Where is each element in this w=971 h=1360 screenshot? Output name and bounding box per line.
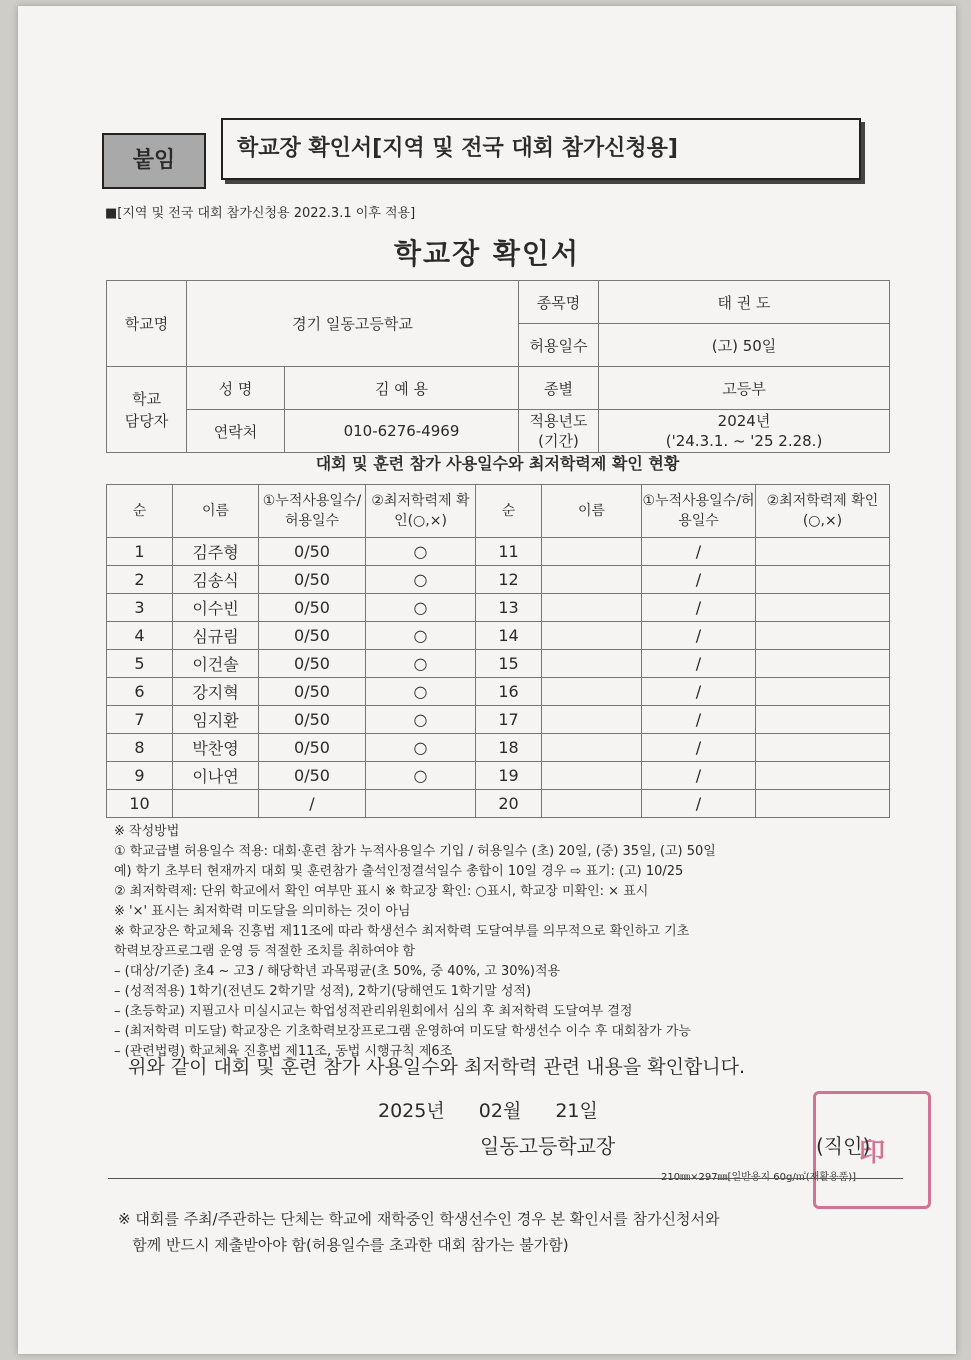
roster-cell-days: / — [642, 622, 756, 650]
roster-cell-days: 0/50 — [259, 538, 366, 566]
allowed-days-label: 허용일수 — [519, 324, 599, 367]
roster-cell-days: / — [642, 790, 756, 818]
roster-cell-name — [542, 566, 642, 594]
paper-spec: 210㎜×297㎜[일반용지 60g/㎡(재활용품)] — [661, 1172, 857, 1183]
contact-value: 010-6276-4969 — [285, 410, 519, 453]
roster-cell-days: 0/50 — [259, 706, 366, 734]
roster-cell-name — [542, 538, 642, 566]
roster-cell-days: / — [642, 678, 756, 706]
application-note: ■[지역 및 전국 대회 참가신청용 2022.3.1 이후 적용] — [105, 206, 416, 221]
roster-cell-check: ○ — [366, 566, 476, 594]
roster-cell-no: 16 — [476, 678, 542, 706]
roster-cell-name — [542, 594, 642, 622]
roster-cell-name: 이수빈 — [173, 594, 259, 622]
roster-cell-no: 9 — [107, 762, 173, 790]
sport-value: 태 권 도 — [599, 281, 890, 324]
note-line: – (최저학력 미도달) 학교장은 기초학력보장프로그램 운영하여 미도달 학생선수 이수 후 대회참가 가능 — [114, 1024, 691, 1039]
roster-cell-name: 박찬영 — [173, 734, 259, 762]
roster-cell-name: 김주형 — [173, 538, 259, 566]
footer-line: ※ 대회를 주최/주관하는 단체는 학교에 재학중인 학생선수인 경우 본 확인서를 참가신청서와 — [118, 1210, 720, 1228]
roster-cell-check — [756, 678, 890, 706]
division-label: 종별 — [519, 367, 599, 410]
issue-date — [378, 1096, 626, 1123]
roster-cell-days: 0/50 — [259, 622, 366, 650]
table-row — [107, 622, 890, 650]
header-no: 순 — [476, 485, 542, 538]
roster-cell-no: 19 — [476, 762, 542, 790]
roster-cell-no: 11 — [476, 538, 542, 566]
roster-cell-no: 10 — [107, 790, 173, 818]
roster-cell-check — [756, 566, 890, 594]
manager-label: 학교 담당자 — [107, 367, 187, 453]
roster-cell-days: 0/50 — [259, 594, 366, 622]
roster-cell-days: / — [642, 706, 756, 734]
note-line: – (성적적용) 1학기(전년도 2학기말 성적), 2학기(당해연도 1학기말 성적) — [114, 984, 532, 999]
header-check: ②최저학력제 확인(○,×) — [366, 485, 476, 538]
roster-cell-no: 8 — [107, 734, 173, 762]
roster-cell-no: 4 — [107, 622, 173, 650]
roster-cell-days: / — [259, 790, 366, 818]
roster-cell-name — [542, 790, 642, 818]
document-page — [18, 6, 956, 1354]
official-seal-stamp: 印 — [813, 1091, 931, 1209]
roster-cell-check — [756, 734, 890, 762]
roster-cell-no: 17 — [476, 706, 542, 734]
year-value: 2024년 — [717, 412, 771, 430]
date-year: 2025년 — [378, 1100, 445, 1122]
roster-cell-days: 0/50 — [259, 678, 366, 706]
roster-cell-check: ○ — [366, 538, 476, 566]
roster-cell-name: 심규림 — [173, 622, 259, 650]
contact-label: 연락처 — [187, 410, 285, 453]
note-line: – (대상/기준) 초4 ~ 고3 / 해당학년 과목평균(초 50%, 중 40%, 고 30%)적용 — [114, 964, 561, 979]
school-name: 경기 일동고등학교 — [187, 281, 519, 367]
table-row — [107, 734, 890, 762]
roster-cell-check: ○ — [366, 678, 476, 706]
year-cell — [599, 410, 890, 453]
roster-cell-no: 1 — [107, 538, 173, 566]
note-line: ※ '×' 표시는 최저학력 미도달을 의미하는 것이 아님 — [114, 904, 411, 919]
seal-label: (직인) — [816, 1134, 871, 1158]
roster-cell-no: 18 — [476, 734, 542, 762]
table-row — [107, 706, 890, 734]
sport-label: 종목명 — [519, 281, 599, 324]
attachment-label: 붙임 — [102, 133, 206, 189]
note-line: ① 학교급별 허용일수 적용: 대회·훈련 참가 누적사용일수 기입 / 허용일수 (초) 20일, (중) 35일, (고) 50일 — [114, 844, 716, 859]
roster-cell-check — [756, 790, 890, 818]
title-box: 학교장 확인서[지역 및 전국 대회 참가신청용] — [221, 118, 861, 180]
roster-cell-no: 13 — [476, 594, 542, 622]
roster-cell-days: / — [642, 594, 756, 622]
roster-cell-days: / — [642, 566, 756, 594]
page-title: 학교장 확인서 — [393, 237, 581, 270]
note-line: – (관련법령) 학교체육 진흥법 제11조, 동법 시행규칙 제6조 — [114, 1044, 453, 1059]
roster-table — [106, 484, 890, 818]
note-line: ※ 학교장은 학교체육 진흥법 제11조에 따라 학생선수 최저학력 도달여부를 의무적으로 확인하고 기초 — [114, 924, 690, 939]
roster-cell-no: 6 — [107, 678, 173, 706]
table-row — [107, 566, 890, 594]
roster-cell-name: 임지환 — [173, 706, 259, 734]
roster-cell-no: 12 — [476, 566, 542, 594]
header-days: ①누적사용일수/허용일수 — [259, 485, 366, 538]
manager-name: 김 예 용 — [285, 367, 519, 410]
table-row — [107, 538, 890, 566]
roster-cell-no: 20 — [476, 790, 542, 818]
roster-cell-days: 0/50 — [259, 734, 366, 762]
note-line: 학력보장프로그램 운영 등 적절한 조치를 취하여야 함 — [114, 944, 416, 959]
date-day: 21일 — [555, 1100, 598, 1122]
header-name: 이름 — [542, 485, 642, 538]
header-no: 순 — [107, 485, 173, 538]
confirmation-statement: 위와 같이 대회 및 훈련 참가 사용일수와 최저학력 관련 내용을 확인합니다. — [128, 1056, 746, 1078]
roster-cell-name — [542, 678, 642, 706]
roster-cell-name — [542, 734, 642, 762]
instructions — [114, 822, 904, 1062]
roster-cell-check: ○ — [366, 594, 476, 622]
roster-cell-days: 0/50 — [259, 762, 366, 790]
table-row — [107, 594, 890, 622]
note-line: 예) 학기 초부터 현재까지 대회 및 훈련참가 출석인정결석일수 총합이 10일 경우 ⇨ 표기: (고) 10/25 — [114, 864, 684, 879]
note-line: – (초등학교) 지필고사 미실시교는 학업성적관리위원회에서 심의 후 최저학력 도달여부 결정 — [114, 1004, 633, 1019]
divider — [108, 1178, 903, 1179]
division-value: 고등부 — [599, 367, 890, 410]
roster-cell-check: ○ — [366, 734, 476, 762]
table-row — [107, 762, 890, 790]
roster-cell-check — [756, 538, 890, 566]
year-label: 적용년도 (기간) — [519, 410, 599, 453]
roster-cell-days: 0/50 — [259, 566, 366, 594]
header-days: ①누적사용일수/허용일수 — [642, 485, 756, 538]
roster-cell-name: 강지혁 — [173, 678, 259, 706]
roster-cell-check — [366, 790, 476, 818]
roster-cell-name: 김송식 — [173, 566, 259, 594]
footer-line: 함께 반드시 제출받아야 함(허용일수를 초과한 대회 참가는 불가함) — [118, 1236, 569, 1254]
roster-cell-no: 14 — [476, 622, 542, 650]
roster-cell-days: / — [642, 538, 756, 566]
roster-cell-check — [756, 622, 890, 650]
school-name-label: 학교명 — [107, 281, 187, 367]
name-label: 성 명 — [187, 367, 285, 410]
roster-cell-check: ○ — [366, 650, 476, 678]
roster-cell-days: / — [642, 734, 756, 762]
roster-cell-check — [756, 706, 890, 734]
roster-cell-name: 이나연 — [173, 762, 259, 790]
period-value: ('24.3.1. ~ '25 2.28.) — [665, 432, 823, 450]
info-table — [106, 280, 890, 453]
roster-cell-days: / — [642, 762, 756, 790]
roster-cell-check: ○ — [366, 762, 476, 790]
roster-header-row — [107, 485, 890, 538]
table-row — [107, 678, 890, 706]
roster-title: 대회 및 훈련 참가 사용일수와 최저학력제 확인 현황 — [315, 454, 680, 473]
roster-cell-days: 0/50 — [259, 650, 366, 678]
roster-cell-check — [756, 762, 890, 790]
roster-cell-name — [173, 790, 259, 818]
roster-cell-check — [756, 594, 890, 622]
roster-cell-no: 2 — [107, 566, 173, 594]
roster-cell-name — [542, 706, 642, 734]
roster-cell-check: ○ — [366, 706, 476, 734]
note-line: ② 최저학력제: 단위 학교에서 확인 여부만 표시 ※ 학교장 확인: ○표시, 학교장 미확인: × 표시 — [114, 884, 649, 899]
header-name: 이름 — [173, 485, 259, 538]
roster-cell-no: 5 — [107, 650, 173, 678]
roster-cell-name: 이건솔 — [173, 650, 259, 678]
roster-cell-no: 7 — [107, 706, 173, 734]
principal-signature: 일동고등학교장 — [480, 1134, 616, 1158]
roster-cell-name — [542, 762, 642, 790]
roster-cell-check: ○ — [366, 622, 476, 650]
footer-note — [118, 1206, 719, 1258]
roster-cell-days: / — [642, 650, 756, 678]
allowed-days-value: (고) 50일 — [599, 324, 890, 367]
table-row — [107, 790, 890, 818]
header-check: ②최저학력제 확인(○,×) — [756, 485, 890, 538]
roster-cell-no: 3 — [107, 594, 173, 622]
roster-cell-no: 15 — [476, 650, 542, 678]
roster-cell-name — [542, 622, 642, 650]
roster-cell-name — [542, 650, 642, 678]
roster-cell-check — [756, 650, 890, 678]
instructions-heading: ※ 작성방법 — [114, 824, 180, 839]
table-row — [107, 650, 890, 678]
date-month: 02월 — [478, 1100, 522, 1122]
